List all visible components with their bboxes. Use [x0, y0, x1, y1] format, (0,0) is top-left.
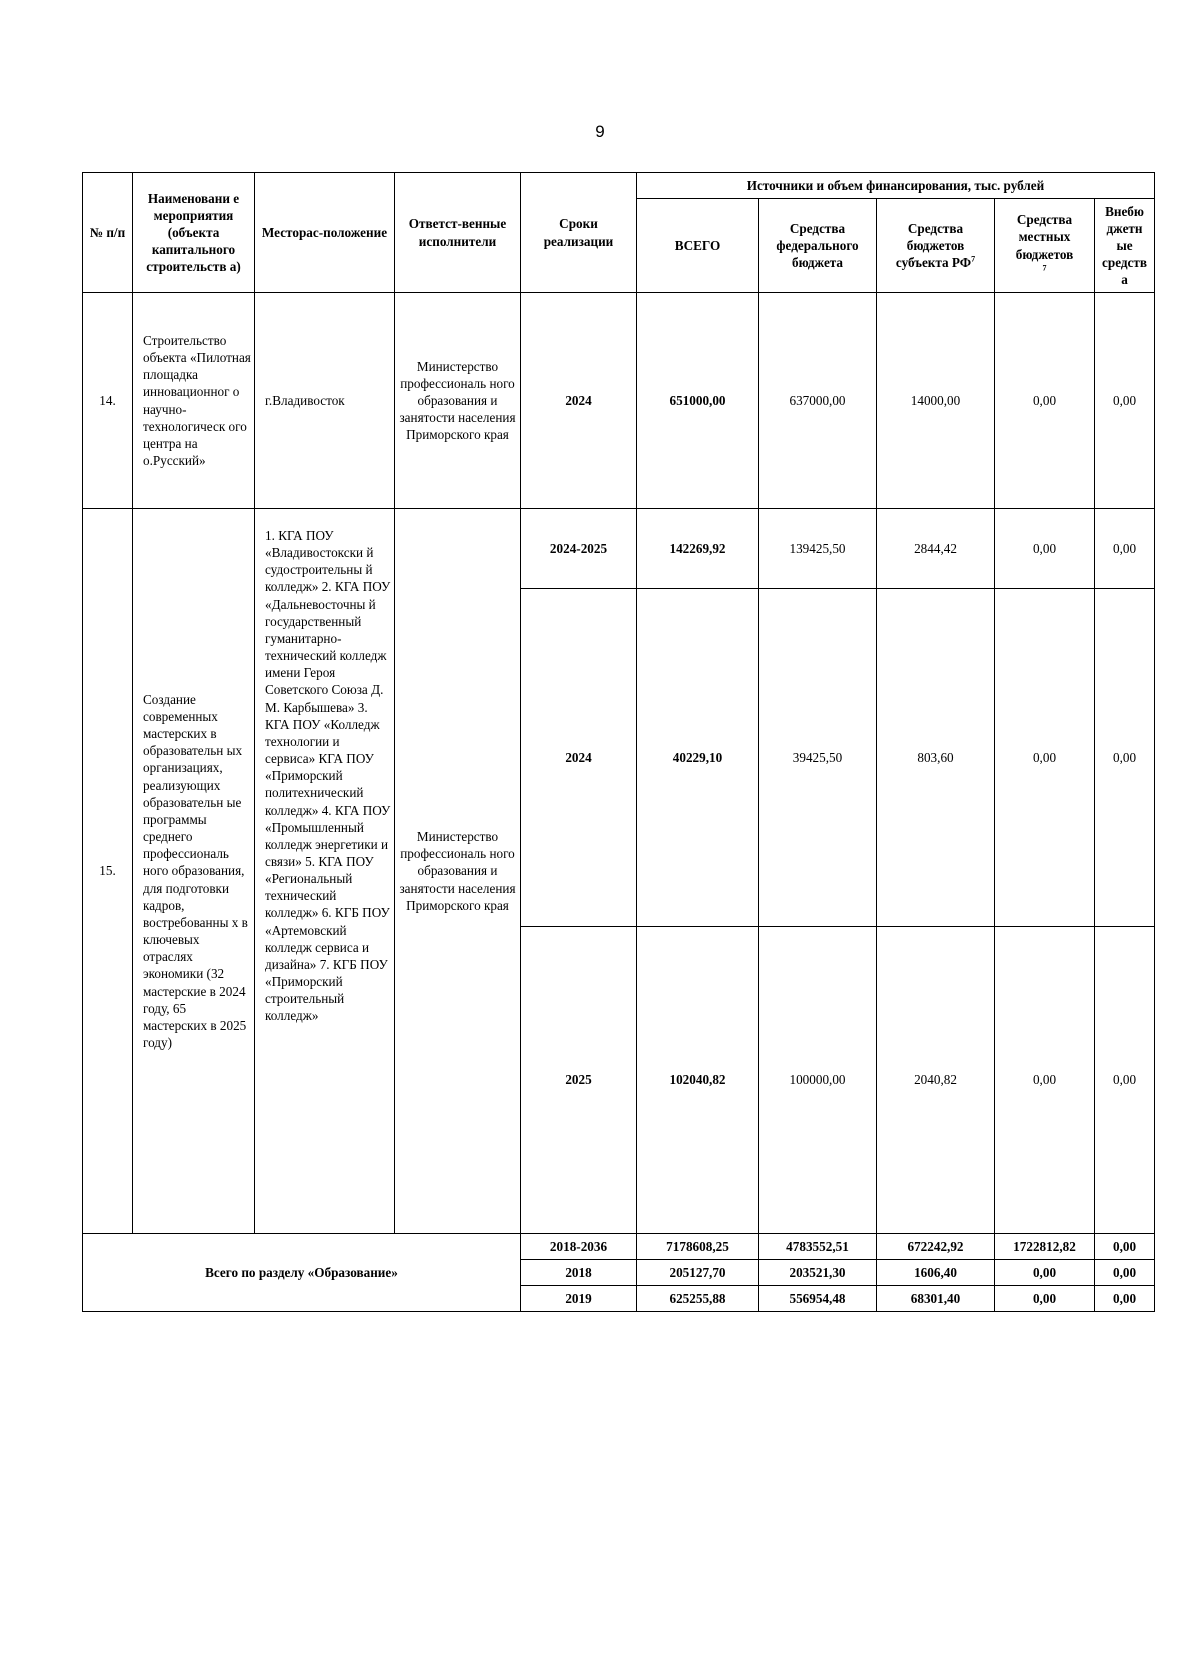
summary-extra: 0,00: [1095, 1260, 1155, 1286]
header-local: [995, 199, 1095, 293]
row-15-local: 0,00: [995, 509, 1095, 589]
row-15-local: 0,00: [995, 589, 1095, 927]
header-name: Наименовани е мероприятия (объекта капитального строительств а): [133, 173, 255, 293]
table-row-14: [83, 293, 1155, 509]
row-15-total: 40229,10: [637, 589, 759, 927]
summary-federal: 556954,48: [759, 1286, 877, 1312]
summary-row-1: [83, 1234, 1155, 1260]
row-15-term: 2024: [521, 589, 637, 927]
summary-extra: 0,00: [1095, 1286, 1155, 1312]
summary-regional: 672242,92: [877, 1234, 995, 1260]
row-15-local: 0,00: [995, 927, 1095, 1234]
row-14-regional: 14000,00: [877, 293, 995, 509]
row-14-executor: Министерство профессиональ ного образования и занятости населения Приморского края: [395, 293, 521, 509]
header-federal: Средства федерального бюджета: [759, 199, 877, 293]
row-15-term: 2025: [521, 927, 637, 1234]
row-15-regional: 803,60: [877, 589, 995, 927]
summary-local: 0,00: [995, 1260, 1095, 1286]
summary-federal: 4783552,51: [759, 1234, 877, 1260]
row-14-term: 2024: [521, 293, 637, 509]
summary-local: 0,00: [995, 1286, 1095, 1312]
summary-total: 7178608,25: [637, 1234, 759, 1260]
row-15-total: 102040,82: [637, 927, 759, 1234]
header-regional-footnote: 7: [971, 254, 976, 264]
summary-extra: 0,00: [1095, 1234, 1155, 1260]
row-15-federal: 139425,50: [759, 509, 877, 589]
row-14-location: г.Владивосток: [255, 293, 395, 509]
row-15-regional: 2844,42: [877, 509, 995, 589]
row-15-extra: 0,00: [1095, 509, 1155, 589]
row-15-name: Создание современных мастерских в образовательн ых организациях, реализующих образовательн ые программы среднего профессиональ ного образования, для подготовки кадров, востребованны х в ключевых отраслях экономики (32 мастерские в 2024 году, 65 мастерских в 2025 году): [133, 509, 255, 1234]
summary-federal: 203521,30: [759, 1260, 877, 1286]
row-14-federal: 637000,00: [759, 293, 877, 509]
row-14-total: 651000,00: [637, 293, 759, 509]
summary-term: 2019: [521, 1286, 637, 1312]
header-location: Месторас-положение: [255, 173, 395, 293]
financing-table: [82, 172, 1155, 1312]
summary-term: 2018-2036: [521, 1234, 637, 1260]
row-15-location: 1. КГА ПОУ «Владивостокски й судостроительны й колледж» 2. КГА ПОУ «Дальневосточны й государственный гуманитарно-технический колледж имени Героя Советского Союза Д. М. Карбышева» 3. КГА ПОУ «Колледж технологии и сервиса» КГА ПОУ «Приморский политехнический колледж» 4. КГА ПОУ «Промышленный колледж энергетики и связи» 5. КГА ПОУ «Региональный технический колледж» 6. КГБ ПОУ «Артемовский колледж сервиса и дизайна» 7. КГБ ПОУ «Приморский строительный колледж»: [255, 509, 395, 1234]
summary-local: 1722812,82: [995, 1234, 1095, 1260]
summary-label: Всего по разделу «Образование»: [83, 1234, 521, 1312]
row-14-name: Строительство объекта «Пилотная площадка инновационног о научно-технологическ ого центра на о.Русский»: [133, 293, 255, 509]
row-14-extra: 0,00: [1095, 293, 1155, 509]
row-15-executor: Министерство профессиональ ного образования и занятости населения Приморского края: [395, 509, 521, 1234]
table-row-15-period-1: [83, 509, 1155, 589]
header-extra: Внебю джетн ые средств а: [1095, 199, 1155, 293]
row-15-federal: 100000,00: [759, 927, 877, 1234]
header-total: ВСЕГО: [637, 199, 759, 293]
summary-regional: 68301,40: [877, 1286, 995, 1312]
header-executors: Ответст-венные исполнители: [395, 173, 521, 293]
summary-total: 625255,88: [637, 1286, 759, 1312]
row-14-local: 0,00: [995, 293, 1095, 509]
page-number: 9: [595, 122, 605, 141]
row-15-term: 2024-2025: [521, 509, 637, 589]
header-local-label: Средства местных бюджетов: [1015, 212, 1074, 262]
header-terms: Сроки реализации: [521, 173, 637, 293]
summary-regional: 1606,40: [877, 1260, 995, 1286]
row-15-regional: 2040,82: [877, 927, 995, 1234]
header-sources-title: Источники и объем финансирования, тыс. рублей: [637, 173, 1155, 199]
header-num: № п/п: [83, 173, 133, 293]
summary-term: 2018: [521, 1260, 637, 1286]
row-15-total: 142269,92: [637, 509, 759, 589]
header-local-footnote: 7: [1042, 263, 1047, 273]
header-regional: [877, 199, 995, 293]
row-15-extra: 0,00: [1095, 927, 1155, 1234]
row-14-num: 14.: [83, 293, 133, 509]
row-15-extra: 0,00: [1095, 589, 1155, 927]
row-15-federal: 39425,50: [759, 589, 877, 927]
header-row: [83, 173, 1155, 199]
summary-total: 205127,70: [637, 1260, 759, 1286]
row-15-num: 15.: [83, 509, 133, 1234]
header-regional-label: Средства бюджетов субъекта РФ: [895, 220, 972, 271]
